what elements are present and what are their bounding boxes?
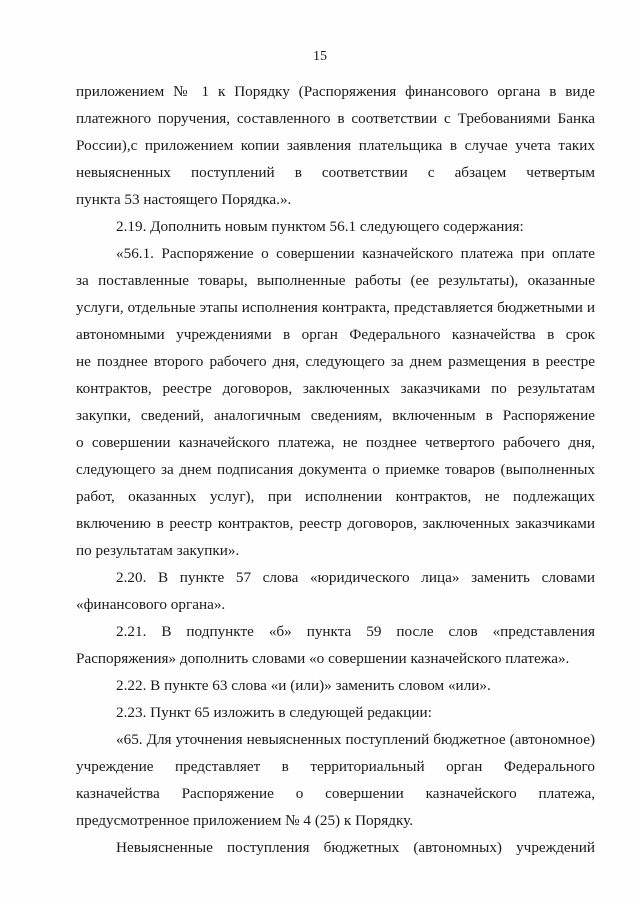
text-line: казначейства Распоряжение о совершении казначейского платежа, <box>76 785 595 802</box>
text-line: платежного поручения, составленного в соответствии с Требованиями Банка <box>76 110 595 127</box>
text-line: пункта 53 настоящего Порядка.». <box>76 191 292 208</box>
text-line: следующего за днем подписания документа о приемке товаров (выполненных <box>76 461 595 478</box>
text-line: контрактов, реестре договоров, заключенных заказчиками по результатам <box>76 380 595 397</box>
text-line: 2.20. В пункте 57 слова «юридического лица» заменить словами <box>116 569 595 586</box>
text-line: «56.1. Распоряжение о совершении казначейского платежа при оплате <box>116 245 595 262</box>
text-line: автономными учреждениями в орган Федерального казначейства в срок <box>76 326 595 343</box>
text-line: Невыясненные поступления бюджетных (автономных) учреждений <box>116 839 595 856</box>
text-line: включению в реестр контрактов, реестр договоров, заключенных заказчиками <box>76 515 595 532</box>
text-line: работ, оказанных услуг), при исполнении контрактов, не подлежащих <box>76 488 595 505</box>
text-line: 2.23. Пункт 65 изложить в следующей редакции: <box>116 704 432 721</box>
text-line: приложением № 1 к Порядку (Распоряжения финансового органа в виде <box>76 83 595 100</box>
text-line: предусмотренное приложением № 4 (25) к Порядку. <box>76 812 413 829</box>
text-line: «финансового органа». <box>76 596 226 613</box>
text-line: 2.21. В подпункте «б» пункта 59 после слов «представления <box>116 623 595 640</box>
text-line: учреждение представляет в территориальный орган Федерального <box>76 758 595 775</box>
document-body <box>76 78 595 861</box>
text-line: услуги, отдельные этапы исполнения контракта, представляется бюджетными и <box>76 299 595 316</box>
text-line: за поставленные товары, выполненные работы (ее результаты), оказанные <box>76 272 595 289</box>
text-line: невыясненных поступлений в соответствии с абзацем четвертым <box>76 164 595 181</box>
text-line: по результатам закупки». <box>76 542 240 559</box>
text-line: «65. Для уточнения невыясненных поступлений бюджетное (автономное) <box>116 731 595 748</box>
page-number: 15 <box>313 49 327 64</box>
text-line: Распоряжения» дополнить словами «о совершении казначейского платежа». <box>76 650 570 667</box>
text-line: 2.19. Дополнить новым пунктом 56.1 следующего содержания: <box>116 218 524 235</box>
text-line: о совершении казначейского платежа, не позднее четвертого рабочего дня, <box>76 434 595 451</box>
text-line: 2.22. В пункте 63 слова «и (или)» заменить словом «или». <box>116 677 491 694</box>
text-line: закупки, сведений, аналогичным сведениям, включенным в Распоряжение <box>76 407 595 424</box>
text-line: не позднее второго рабочего дня, следующего за днем размещения в реестре <box>76 353 595 370</box>
text-line: России),с приложением копии заявления плательщика в случае учета таких <box>76 137 595 154</box>
